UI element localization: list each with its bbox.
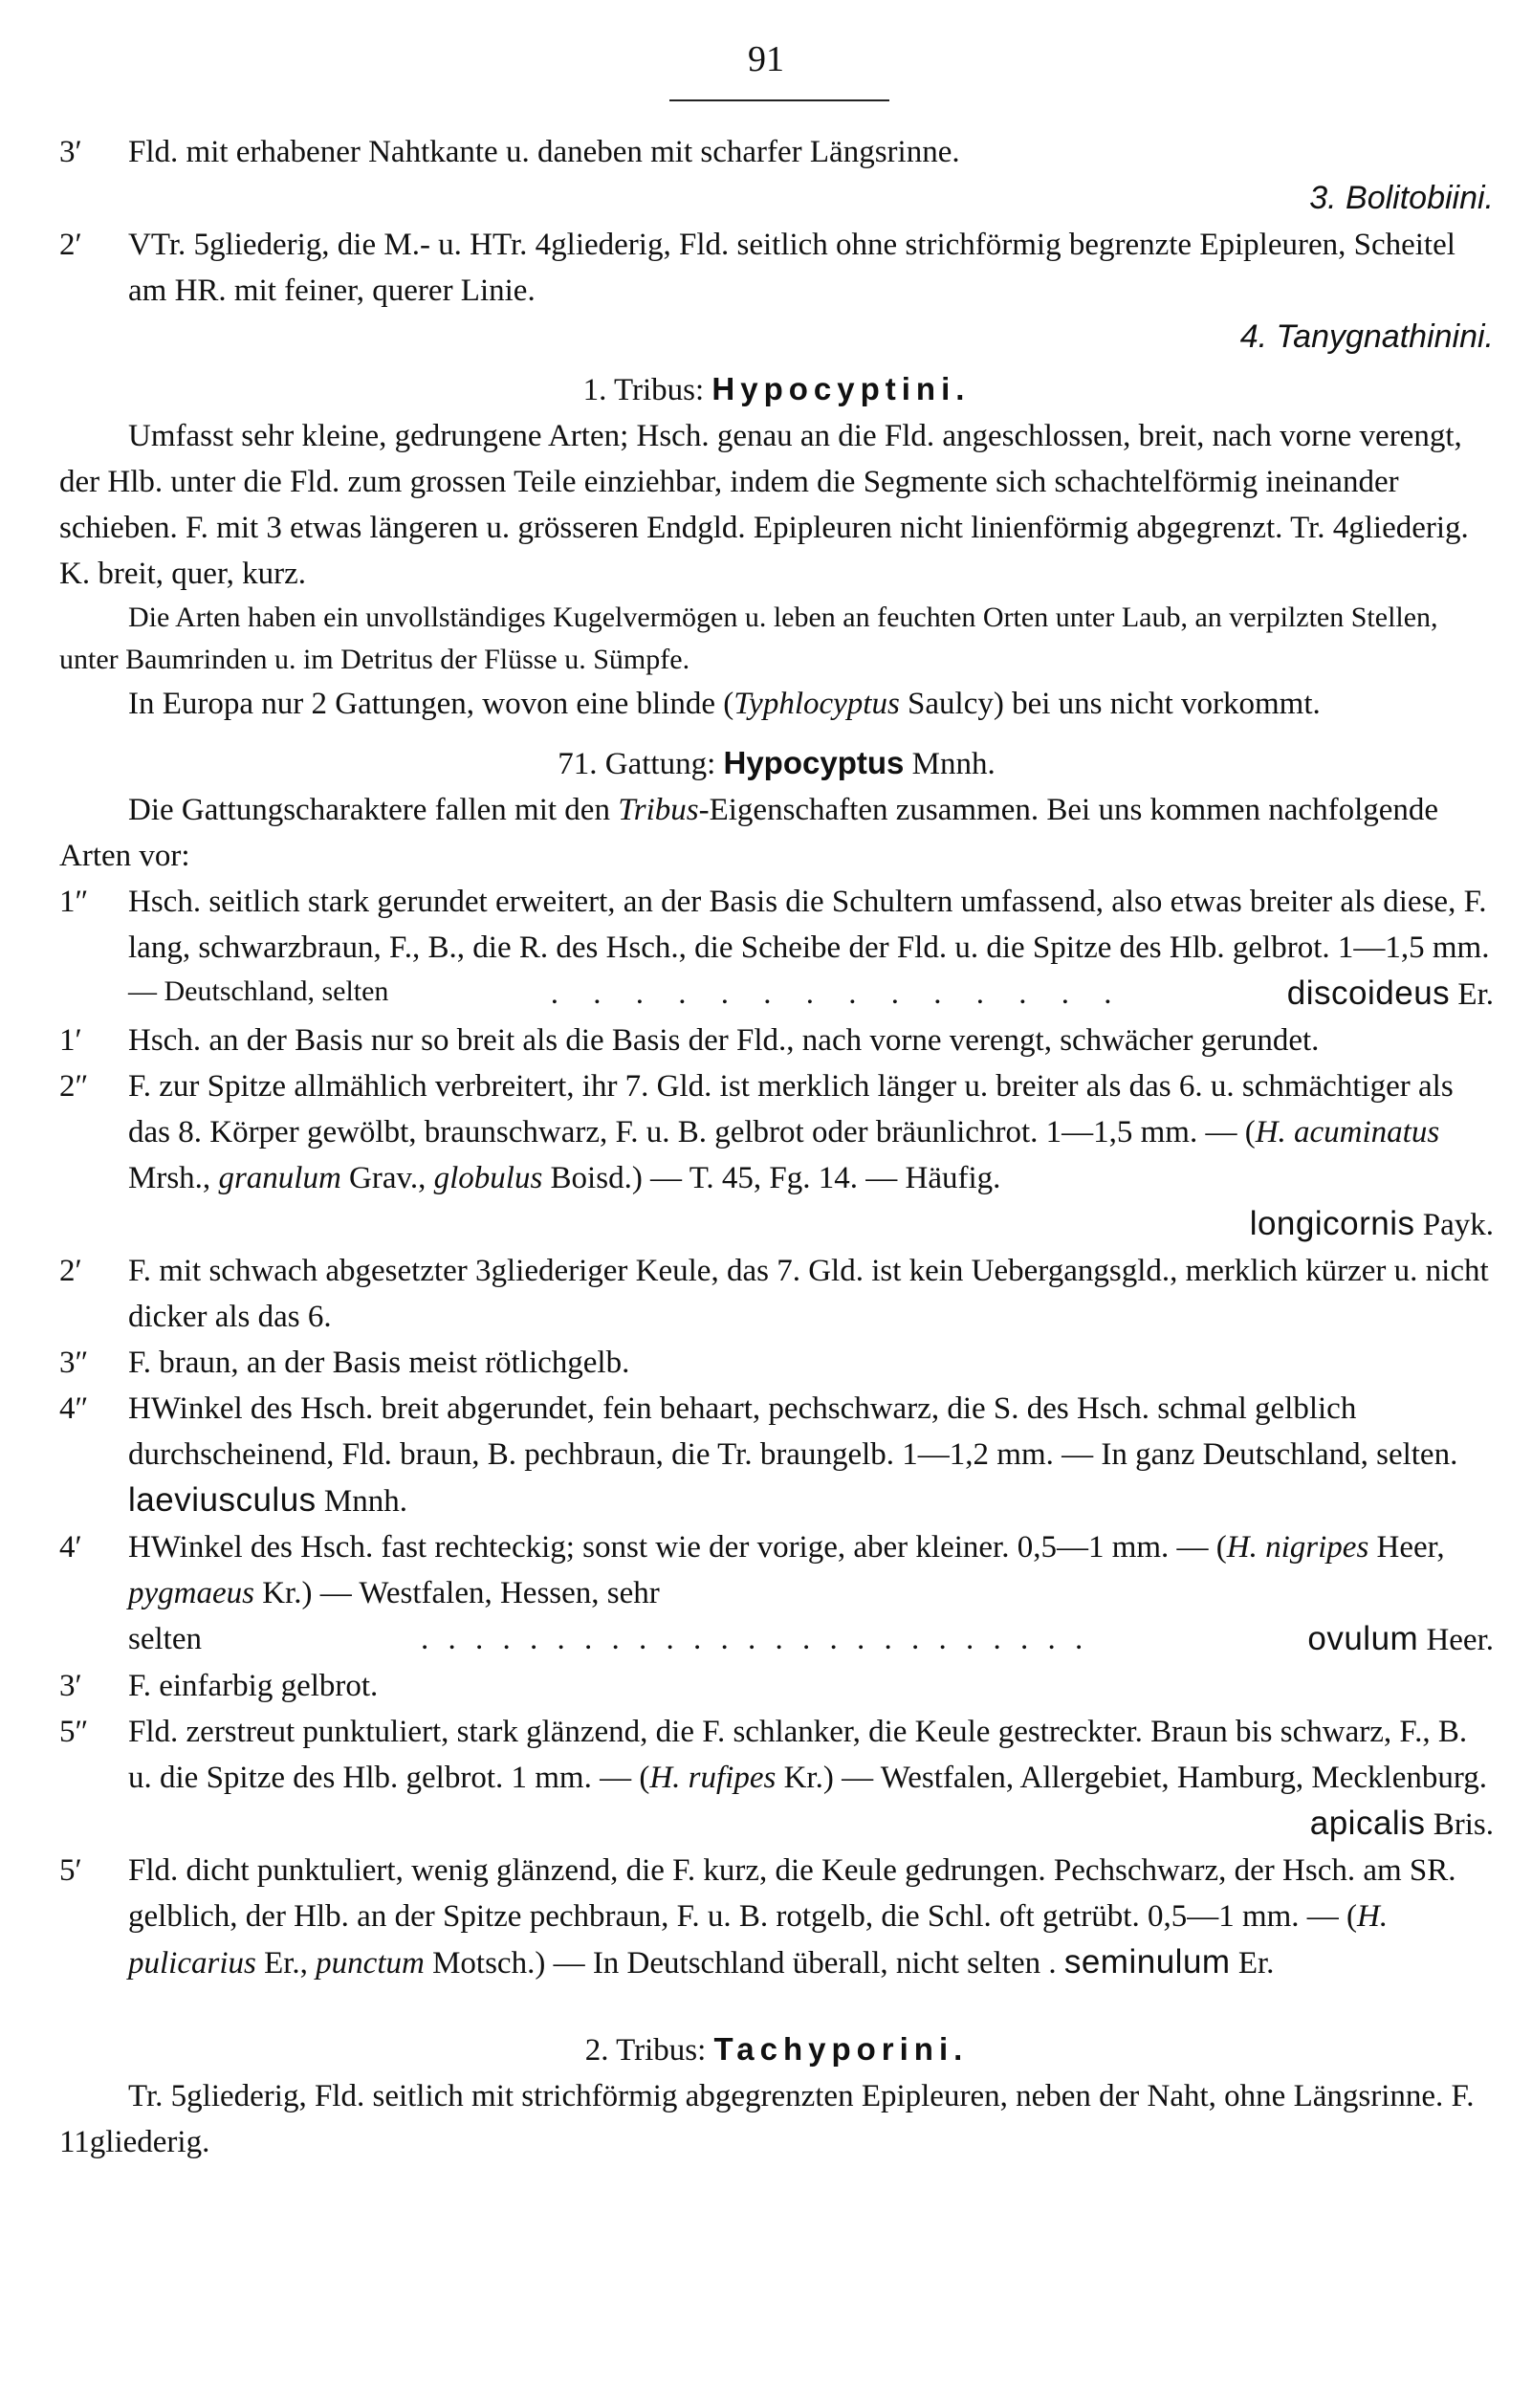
tribe-result bbox=[128, 314, 1494, 361]
text-run: In Europa nur 2 Gattungen, wovon eine blinde ( bbox=[128, 687, 734, 721]
text-run: F. zur Spitze allmählich verbreitert, ihr 7. Gld. ist merklich länger u. breiter als das 6. u. schmächtiger als das 8. Körper gewölbt, braunschwarz, F. u. B. gelbrot oder bräunlichrot. 1—1,5 mm. — ( bbox=[128, 1069, 1454, 1149]
key-text: F. mit schwach abgesetzter 3gliederiger Keule, das 7. Gld. ist kein Uebergangsgld., merklich kürzer u. nicht dicker als das 6. bbox=[128, 1254, 1489, 1334]
text-run: HWinkel des Hsch. fast rechteckig; sonst wie der vorige, aber kleiner. 0,5—1 mm. — ( bbox=[128, 1530, 1227, 1565]
key-label: 4″ bbox=[59, 1391, 89, 1426]
tribe-heading-prefix: 2. Tribus: bbox=[584, 2033, 707, 2068]
species-name: longicornis bbox=[1249, 1205, 1415, 1242]
text-run: Er., bbox=[255, 1946, 317, 1981]
tribe-heading-2 bbox=[59, 2026, 1494, 2073]
text-run: Mrsh., bbox=[128, 1161, 219, 1195]
synonym: pygmaeus bbox=[128, 1576, 254, 1610]
text-run: Die Gattungscharaktere fallen mit den bbox=[128, 793, 619, 827]
key-text bbox=[128, 1386, 1494, 1524]
species-name: discoideus bbox=[1286, 974, 1451, 1012]
key-label: 1″ bbox=[59, 885, 89, 919]
key-entry-2dd bbox=[59, 1063, 1494, 1248]
key-text: Hsch. seitlich stark gerundet erweitert, an der Basis die Schultern umfassend, also etwas breiter als diese, F. lang, schwarzbraun, F., B., die R. des Hsch., die Scheibe der Fld. u. die Spitze des Hlb. gelbrot. 1—1,5 mm. bbox=[128, 885, 1490, 965]
genus-heading-name: Hypocyptus bbox=[723, 745, 905, 780]
tribe-heading-name: Hypocyptini. bbox=[711, 371, 971, 406]
text-run: Kr.) — Westfalen, Allergebiet, Hamburg, Mecklenburg. bbox=[776, 1761, 1488, 1795]
tribe-heading-prefix: 1. Tribus: bbox=[582, 373, 705, 407]
key-text: Hsch. an der Basis nur so breit als die Basis der Fld., nach vorne verengt, schwächer gerundet. bbox=[128, 1023, 1320, 1058]
species-author: Er. bbox=[1237, 1946, 1275, 1981]
key-entry-2prime bbox=[59, 222, 1494, 361]
synonym: globulus bbox=[433, 1161, 543, 1195]
species-author: Er. bbox=[1457, 977, 1494, 1012]
text-run: Heer, bbox=[1368, 1530, 1445, 1565]
text-run: HWinkel des Hsch. breit abgerundet, fein behaart, pechschwarz, die S. des Hsch. schmal gelblich durchscheinend, Fld. braun, B. pechbraun, die Tr. braungelb. 1—1,2 mm. — In ganz Deutschland, selten. bbox=[128, 1391, 1458, 1472]
genus-italic: Typhlocyptus bbox=[733, 687, 900, 721]
key-label: 3′ bbox=[59, 135, 82, 169]
key-text bbox=[128, 1063, 1494, 1201]
synonym: H. rufipes bbox=[649, 1761, 777, 1795]
key-entry-3prime bbox=[59, 129, 1494, 222]
genus-heading bbox=[59, 740, 1494, 787]
synonym: punctum bbox=[316, 1946, 425, 1981]
key-label: 3″ bbox=[59, 1346, 89, 1380]
text-run: Grav., bbox=[340, 1161, 434, 1195]
species-author: Bris. bbox=[1433, 1807, 1494, 1842]
dot-leader: . . . . . . . . . . . . . . . . . . . . . . . . . bbox=[421, 1622, 1089, 1656]
text-run: Fld. zerstreut punktuliert, stark glänzend, die F. schlanker, die Keule gestreckter. Braun bis schwarz, F., B. u. die Spitze des Hlb. gelbrot. 1 mm. — ( bbox=[128, 1715, 1468, 1795]
tribus-italic: Tribus bbox=[618, 793, 699, 827]
species-author: Payk. bbox=[1422, 1208, 1494, 1242]
key-text bbox=[128, 1709, 1494, 1801]
key-entry-5dd bbox=[59, 1709, 1494, 1848]
genus-heading-prefix: 71. Gattung: bbox=[558, 747, 716, 781]
tribe-result bbox=[128, 175, 1494, 222]
synonym: H. nigripes bbox=[1226, 1530, 1369, 1565]
synonym: H. acuminatus bbox=[1255, 1115, 1440, 1149]
key-entry-3dd bbox=[59, 1340, 1494, 1386]
key-label: 2″ bbox=[59, 1069, 89, 1104]
key-label: 2′ bbox=[59, 228, 82, 262]
species-author: Heer. bbox=[1426, 1623, 1494, 1657]
key-text bbox=[128, 1524, 1494, 1616]
dot-leader: . . . . . . . . . . . . . . bbox=[550, 976, 1126, 1011]
tribe-result-name: 4. Tanygnathinini. bbox=[1239, 318, 1494, 355]
text-run: Kr.) — Westfalen, Hessen, sehr bbox=[253, 1576, 660, 1610]
text-run: Motsch.) — In Deutschland überall, nicht selten . bbox=[424, 1946, 1064, 1981]
key-entry-1dd bbox=[59, 879, 1494, 1018]
text-run: Saulcy) bei uns nicht vorkommt. bbox=[899, 687, 1321, 721]
key-entry-5prime bbox=[59, 1848, 1494, 1986]
species-author: Mnnh. bbox=[323, 1484, 407, 1519]
key-label: 2′ bbox=[59, 1254, 82, 1288]
key-entry-3prime-b bbox=[59, 1663, 1494, 1709]
key-entry-4dd bbox=[59, 1386, 1494, 1524]
species-line bbox=[128, 971, 1494, 1018]
synonym: granulum bbox=[218, 1161, 341, 1195]
key-text: Fld. mit erhabener Nahtkante u. daneben mit scharfer Längsrinne. bbox=[128, 135, 960, 169]
key-text: F. braun, an der Basis meist rötlichgelb. bbox=[128, 1346, 630, 1380]
tribe-heading-1 bbox=[59, 366, 1494, 413]
key-label: 5″ bbox=[59, 1715, 89, 1749]
key-label: 1′ bbox=[59, 1023, 82, 1058]
key-label: 5′ bbox=[59, 1853, 82, 1888]
key-entry-2prime-b bbox=[59, 1248, 1494, 1340]
section-gap bbox=[59, 1986, 1494, 2021]
key-label: 4′ bbox=[59, 1530, 82, 1565]
species-line bbox=[128, 1201, 1494, 1248]
text-run: Boisd.) — T. 45, Fg. 14. — Häufig. bbox=[542, 1161, 1001, 1195]
key-text bbox=[128, 1848, 1494, 1986]
genus-intro bbox=[59, 787, 1494, 879]
text-run: -Eigenschaften zusammen. Bei uns kommen nachfolgende Arten vor: bbox=[59, 793, 1439, 873]
species-name: ovulum bbox=[1307, 1620, 1419, 1657]
tribe-result-name: 3. Bolitobiini. bbox=[1309, 180, 1494, 216]
genus-heading-author: Mnnh. bbox=[911, 747, 996, 781]
page-number: 91 bbox=[748, 39, 784, 79]
species-name: laeviusculus bbox=[128, 1481, 317, 1519]
species-line bbox=[128, 1801, 1494, 1848]
key-entry-4prime bbox=[59, 1524, 1494, 1663]
tribe-description: Tr. 5gliederig, Fld. seitlich mit strichförmig abgegrenzten Epipleuren, neben der Naht, ohne Längsrinne. F. 11gliederig. bbox=[59, 2079, 1475, 2159]
key-text: F. einfarbig gelbrot. bbox=[128, 1669, 379, 1703]
key-tail: selten bbox=[128, 1622, 202, 1656]
tribe-heading-name: Tachyporini. bbox=[713, 2031, 969, 2067]
key-entry-1prime bbox=[59, 1018, 1494, 1063]
page-number-rule bbox=[669, 99, 889, 101]
species-name: apicalis bbox=[1309, 1805, 1426, 1842]
tribe-description: Umfasst sehr kleine, gedrungene Arten; Hsch. genau an die Fld. angeschlossen, breit, nach vorne verengt, der Hlb. unter die Fld. zum grossen Teile einziehbar, indem die Segmente sich schachtelförmig ineinander schieben. F. mit 3 etwas längeren u. grösseren Endgld. Epipleuren nicht linienförmig abgegrenzt. Tr. 4gliederig. K. breit, quer, kurz. bbox=[59, 419, 1469, 591]
text-run: Fld. dicht punktuliert, wenig glänzend, die F. kurz, die Keule gedrungen. Pechschwarz, der Hsch. am SR. gelblich, der Hlb. an der Spitze pechbraun, F. u. B. rotgelb, die Schl. oft getrübt. 0,5—1 mm. — ( bbox=[128, 1853, 1456, 1934]
species-line bbox=[128, 1616, 1494, 1663]
page-body bbox=[59, 129, 1494, 2165]
key-text: VTr. 5gliederig, die M.- u. HTr. 4gliederig, Fld. seitlich ohne strichförmig begrenzte Epipleuren, Scheitel am HR. mit feiner, querer Linie. bbox=[128, 228, 1455, 308]
synonym: H. pulicarius bbox=[128, 1899, 1389, 1981]
key-label: 3′ bbox=[59, 1669, 82, 1703]
tribe-distribution bbox=[59, 681, 1494, 727]
species-name: seminulum bbox=[1063, 1943, 1231, 1981]
key-tail: — Deutschland, selten bbox=[128, 975, 389, 1007]
tribe-biology: Die Arten haben ein unvollständiges Kugelvermögen u. leben an feuchten Orten unter Laub, an verpilzten Stellen, unter Baumrinden u. im Detritus der Flüsse u. Sümpfe. bbox=[59, 602, 1438, 675]
